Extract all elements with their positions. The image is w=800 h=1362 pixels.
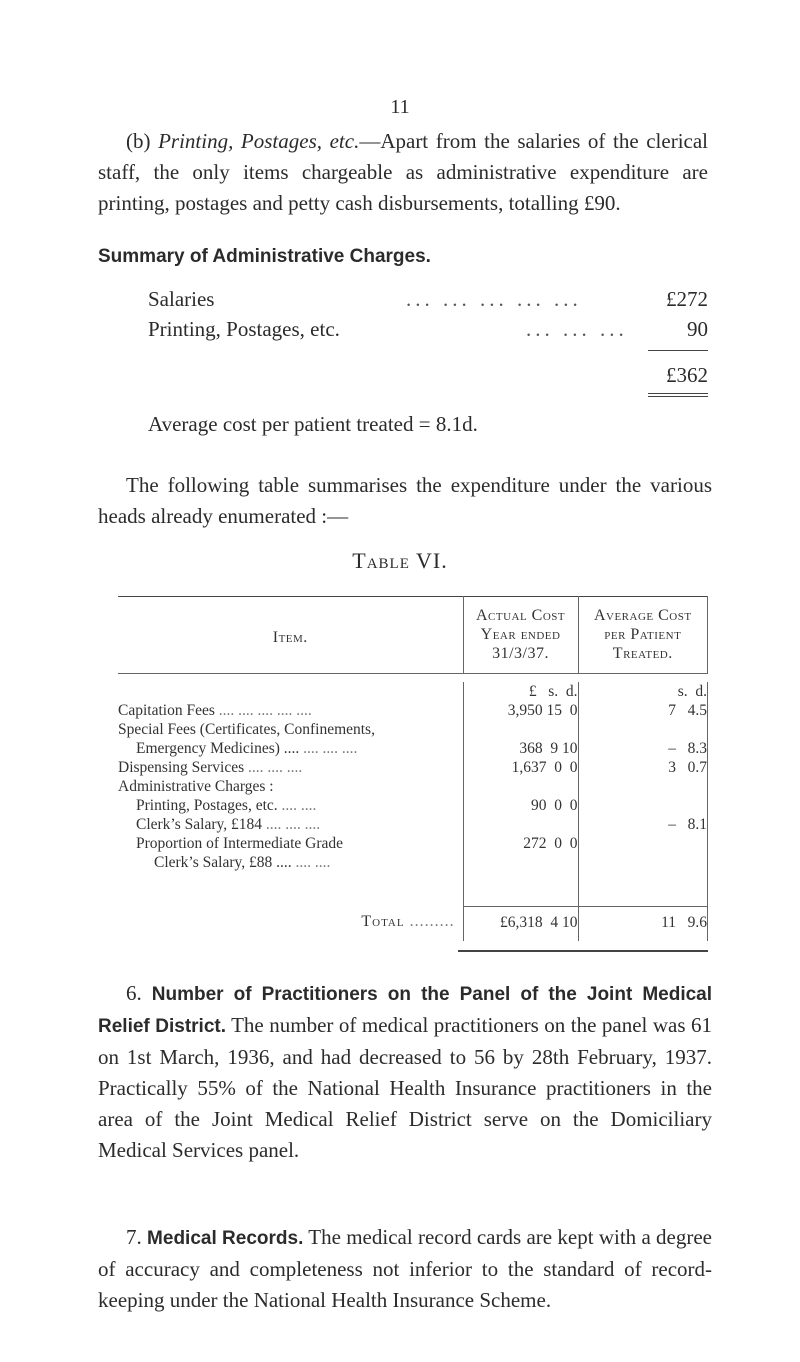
summary-label: Salaries <box>148 287 215 311</box>
row-avg <box>578 853 707 906</box>
summary-row-salaries <box>148 287 708 317</box>
row-cost: 272 0 0 <box>463 834 578 853</box>
units-avg: s. d. <box>578 682 707 701</box>
units-cost: £ s. d. <box>463 682 578 701</box>
section-6 <box>98 978 712 1166</box>
row-cost <box>463 777 578 796</box>
divider <box>648 393 708 394</box>
section-number: 6. <box>126 981 142 1005</box>
header-avg <box>578 596 707 674</box>
para-label: (b) <box>126 129 151 153</box>
total-label: Total ......... <box>361 913 455 930</box>
summary-amount: £272 <box>666 287 708 311</box>
header-avg-line: Average Cost <box>593 607 692 624</box>
row-avg: – 8.1 <box>578 815 707 834</box>
header-cost-line: Actual Cost <box>475 607 566 624</box>
average-cost-line: Average cost per patient treated = 8.1d. <box>148 412 478 436</box>
header-cost <box>463 596 578 674</box>
header-item: Item. <box>272 629 308 646</box>
table-vi <box>118 596 708 941</box>
row-cost <box>463 720 578 739</box>
row-avg <box>578 720 707 739</box>
section-7 <box>98 1222 712 1316</box>
leader-dots: ... ... ... ... ... <box>406 287 582 311</box>
header-rule-row <box>118 674 708 683</box>
table-row <box>118 853 708 906</box>
table-intro: The following table summarises the expenditure under the various heads already enumerated :— <box>98 473 712 528</box>
section-heading: Number of Practitioners on the Panel of the Joint Medical Relief District. <box>98 984 713 1037</box>
table-row <box>118 739 708 758</box>
table-row <box>118 758 708 777</box>
row-avg: 3 0.7 <box>578 758 707 777</box>
row-avg: 7 4.5 <box>578 701 707 720</box>
summary-amount: 90 <box>687 317 708 341</box>
row-item: Emergency Medicines) .... .... .... .... <box>136 740 358 757</box>
row-avg <box>578 834 707 853</box>
table-row <box>118 701 708 720</box>
divider <box>648 350 708 351</box>
row-item: Special Fees (Certificates, Confinements, <box>118 721 375 738</box>
row-cost: 368 9 10 <box>463 739 578 758</box>
para-text: —Apart from the salaries of the clerical staff, the only items chargeable as administrative expenditure are printing, postages and petty cash disbursements, totalling £90. <box>98 129 709 215</box>
row-cost <box>463 815 578 834</box>
section-text: The medical record cards are kept with a degree of accuracy and completeness not inferior to the standard of record-keeping under the National Health Insurance Scheme. <box>98 1225 712 1312</box>
page-number: 11 <box>390 96 410 118</box>
row-item: Clerk’s Salary, £88 .... .... .... <box>154 854 331 871</box>
table-row <box>118 834 708 853</box>
summary-total: £362 <box>666 363 708 387</box>
row-item: Proportion of Intermediate Grade <box>136 835 344 852</box>
table-row <box>118 777 708 796</box>
para-title: Printing, Postages, etc. <box>158 129 360 153</box>
total-avg: 11 9.6 <box>578 906 707 941</box>
section-number: 7. <box>126 1225 142 1249</box>
table-row <box>118 796 708 815</box>
row-avg: – 8.3 <box>578 739 707 758</box>
row-item: Printing, Postages, etc. .... .... <box>136 797 317 814</box>
summary-label: Printing, Postages, etc. <box>148 317 340 341</box>
table-row <box>118 720 708 739</box>
table-row <box>118 815 708 834</box>
section-text: The number of medical practitioners on the panel was 61 on 1st March, 1936, and had decreased to 56 by 28th February, 1937. Practically 55% of the National Health Insurance practitioners in the area of the Joint Medical Relief District serve on the Domiciliary Medical Services panel. <box>98 1013 712 1162</box>
header-cost-line: 31/3/37. <box>492 645 549 662</box>
row-item: Capitation Fees .... .... .... .... .... <box>118 702 312 719</box>
table-title: Table VI. <box>352 548 448 573</box>
paragraph-printing-postages <box>98 126 708 219</box>
section-heading: Medical Records. <box>147 1228 304 1249</box>
divider <box>648 396 708 397</box>
row-cost: 90 0 0 <box>463 796 578 815</box>
header-cost-line: Year ended <box>480 626 561 643</box>
row-item: Dispensing Services .... .... .... <box>118 759 303 776</box>
row-cost <box>463 853 578 906</box>
row-avg <box>578 796 707 815</box>
leader-dots: ... ... ... <box>526 317 628 341</box>
row-cost: 3,950 15 0 <box>463 701 578 720</box>
summary-heading: Summary of Administrative Charges. <box>98 246 431 267</box>
table-total-row <box>118 906 708 941</box>
row-item: Clerk’s Salary, £184 .... .... .... <box>136 816 321 833</box>
header-avg-line: Treated. <box>612 645 673 662</box>
summary-row-printing <box>148 317 708 347</box>
units-row <box>118 682 708 701</box>
row-cost: 1,637 0 0 <box>463 758 578 777</box>
row-avg <box>578 777 707 796</box>
row-item: Administrative Charges : <box>118 778 274 795</box>
table-bottom-rule <box>458 950 708 952</box>
total-cost: £6,318 4 10 <box>463 906 578 941</box>
table-header-row <box>118 596 708 674</box>
header-avg-line: per Patient <box>604 626 682 643</box>
